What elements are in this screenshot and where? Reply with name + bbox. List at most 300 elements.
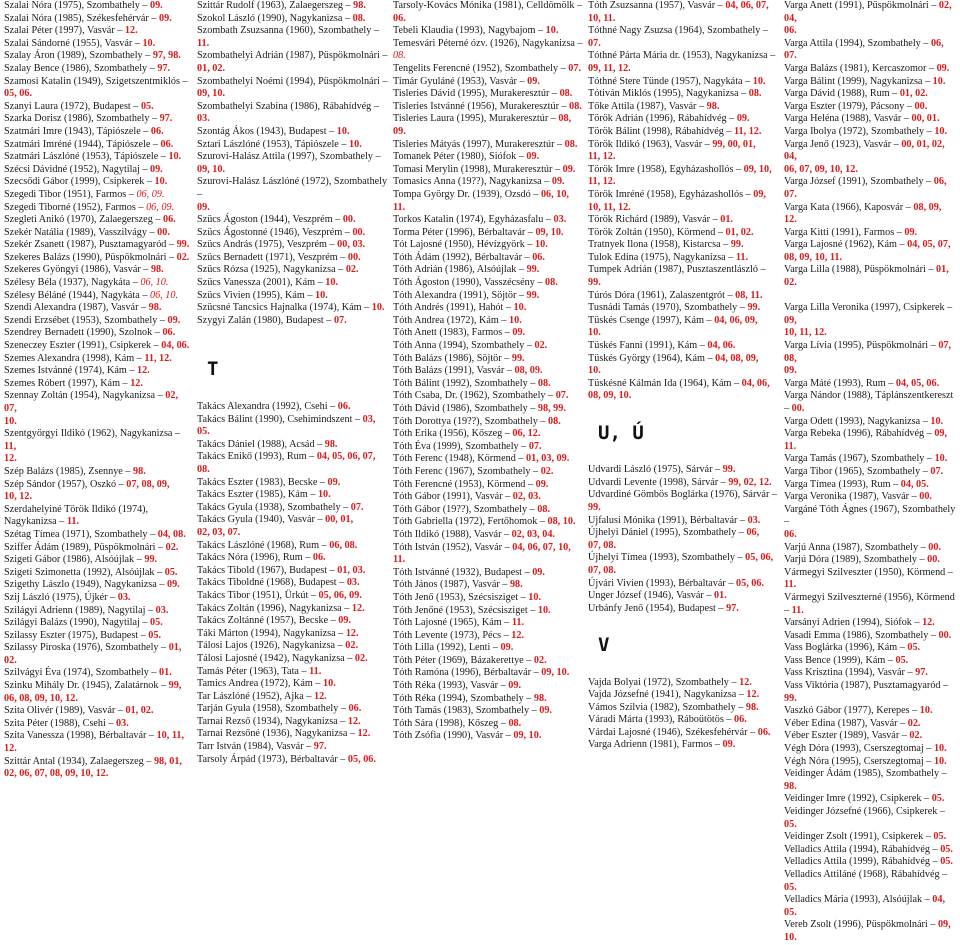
entry-years: 97. [159,113,173,125]
entry-years: 07. [930,465,944,477]
entry-years: 10. [933,755,947,767]
entry-name: Tót Lajosné (1950), Hévízgyörk – [393,239,533,251]
entry-line [4,101,192,114]
entry-years: 04, 05. [784,894,945,918]
entry-name: Tóth Alexandra (1991), Söjtör – [393,289,524,301]
entry-line [393,554,590,567]
entry-line [393,25,590,38]
entry-line [197,502,392,515]
entry-years: 00. [347,251,361,263]
entry-line [4,25,192,38]
entry-line [4,756,192,769]
entry-name: Szygyi Zalán (1980), Budapest – [197,314,332,326]
entry-name: Ujfalusi Mónika (1991), Bérbaltavár – [588,514,746,526]
entry-years: 97, 98. [152,50,181,62]
entry-years: 10. [545,25,559,37]
entry-name: Vass Bence (1999), Kám – [784,654,893,666]
entry-years: 10. [336,125,350,137]
entry-name: Szemes Alexandra (1998), Kám – [4,352,142,364]
entry-name: Varga Balázs (1981), Kercaszomor – [784,62,935,74]
entry-years: 02. [176,251,190,263]
entry-years: 00. [914,100,928,112]
entry-name: Szendi Erzsébet (1953), Szombathely – [4,314,165,326]
entry-years: 09. [551,176,565,188]
entry-line [393,76,590,89]
entry-years: 98. [509,579,523,591]
entry-years: 06. [393,12,406,24]
entry-years: 02. [540,465,554,477]
entry-name: Tisleries Dávid (1995), Murakeresztúr – [393,88,558,100]
entry-name: Nagykanizsa – [4,516,65,528]
entry-name: Török Imréné (1958), Egyházashollós – [588,188,751,200]
entry-years: 04, 06, 07, 10, [512,541,571,553]
entry-name: Váradi Márta (1993), Ráboütötös – [588,714,732,726]
entry-years: 10. [509,314,522,326]
entry-years: 10. [325,277,338,289]
entry-line [784,642,956,655]
entry-line [393,516,590,529]
entry-name: Varga Tibor (1965), Szombathely – [784,465,928,477]
entry-name: Veidinger Józsefné (1966), Csipkerek – [784,806,945,817]
entry-name: Tóth Erika (1956), Kőszeg – [393,428,510,440]
entry-years: 06, 07, 09, 10, 12. [784,163,858,175]
entry-years: 99. [747,302,761,314]
entry-name: Szilvágyi Éva (1974), Szombathely – [4,667,157,679]
entry-name: Torkos Katalin (1974), Egyházasfalu – [393,214,551,226]
entry-line [4,453,192,466]
entry-years: 10, 11, 12. [784,327,827,339]
entry-line [784,164,956,177]
entry-years: 06, [746,527,760,539]
entry-line [4,529,192,542]
entry-name: Szurovi-Halász Attila (1997), Szombathely – [197,151,381,163]
entry-line [393,365,590,378]
entry-name: Szekeres Gyöngyi (1986), Vasvár – [4,264,149,276]
entry-line [4,567,192,580]
spacer [197,388,392,401]
entry-years: 11, 12. [588,151,616,163]
entry-years: 04, 05, 07, [907,239,951,251]
entry-name: Szekeres Balázs (1990), Püspökmolnári – [4,251,175,263]
entry-years: 08. [197,464,210,475]
entry-name: Szalai Nóra (1975), Szombathely – [4,0,148,11]
spacer [588,664,780,677]
entry-name: Takács Tibor (1951), Ürkút – [197,589,316,601]
entry-years: 04, 06, 07, [725,0,769,11]
entry-name: Tóth Anett (1983), Farmos – [393,327,510,339]
entry-name: Tisleries Laura (1995), Murakeresztúr – [393,113,556,125]
entry-line [197,716,392,729]
entry-years: 99. [526,264,540,276]
entry-line [393,50,590,63]
entry-line [197,290,392,303]
entry-line [784,25,956,38]
entry-line [588,176,780,189]
entry-years: 05. [148,629,162,641]
entry-line [393,453,590,466]
entry-name: Takács Gyula (1938), Szombathely – [197,501,349,513]
entry-years: 02, 03, 07. [197,526,241,538]
entry-name: Tisleries Mátyás (1997), Murakeresztúr – [393,138,563,150]
entry-years: 99. [784,692,797,704]
entry-years: 12. [4,743,17,755]
entry-line [197,439,392,452]
entry-name: Takács Enikő (1993), Rum – [197,451,315,463]
entry-name: Szegedi Tibor (1951), Farmos – [4,188,134,200]
entry-line [4,239,192,252]
entry-line [588,515,780,528]
entry-years: 05. [197,426,210,438]
entry-line [4,378,192,391]
entry-name: Szokol László (1990), Nagykanizsa – [197,12,351,24]
entry-years: 09. [784,365,797,377]
entry-line [4,290,192,303]
entry-line [784,680,956,705]
entry-line [588,151,780,164]
entry-name: Varga Tamás (1967), Szombathely – [784,453,933,465]
entry-name: Szombathelyi Noémi (1994), Püspökmolnári – [197,75,388,87]
entry-years: 08. [508,717,522,729]
entry-name: Szélesy Béla (1937), Nagykáta – [4,277,138,289]
entry-name: Velladics Mária (1993), Alsóújlak – [784,894,930,906]
entry-name: Udvardi László (1975), Sárvár – [588,464,721,476]
entry-years: 05, 06, [745,552,774,564]
entry-line [393,214,590,227]
entry-line [784,101,956,114]
entry-years: 07. [588,37,601,49]
entry-name: Tomasics Anna (19??), Nagykanizsa – [393,176,550,188]
entry-line [588,139,780,152]
entry-years: 00. [927,554,940,566]
entry-line [588,489,780,502]
entry-name: Vargáné Tóth Ágnes (1967), Szombathely – [784,503,956,528]
entry-line [588,677,780,690]
entry-years: 98. [133,465,146,477]
entry-years: 10. [349,138,362,150]
entry-line [588,227,780,240]
entry-years: 06, 10, [540,188,569,200]
entry-name: Unger József (1946), Vasvár – [588,590,712,602]
entry-name: Takács Zoltán (1996), Nagykanizsa – [197,602,350,614]
entry-name: Újhelyi Dániel (1995), Szombathely – [588,527,744,539]
entry-years: 08. [393,50,406,62]
entry-years: 06. [348,703,362,715]
entry-name: Szücs Vanessza (2001), Kám – [197,277,323,289]
entry-years: 11. [735,251,749,263]
entry-line [393,630,590,643]
entry-line [197,477,392,490]
column-4 [588,0,780,752]
entry-name: Tóth Levente (1973), Pécs – [393,629,509,641]
entry-name: Tóth Gábor (19??), Szombathely – [393,503,535,515]
entry-line [4,630,192,643]
entry-line [784,529,956,542]
entry-years: 03. [747,514,761,526]
entry-line [588,353,780,366]
entry-name: Vámos Szilvia (1982), Szombathely – [588,701,744,713]
entry-name: Vajda Bolyai (1972), Szombathely – [588,676,737,688]
entry-years: 05. [907,642,921,654]
entry-years: 97. [726,602,739,614]
entry-years: 08, 09, 10, 11. [784,251,843,263]
entry-name: Velladics Attila (1999), Rábahídvég – [784,856,938,868]
entry-line [4,655,192,668]
entry-line [393,428,590,441]
entry-name: Szennay Zoltán (1954), Nagykanizsa – [4,390,163,402]
entry-name: Udvardiné Gömbös Boglárka (1976), Sárvár – [588,489,777,501]
entry-years: 05, 06. [4,88,33,100]
entry-years: 12. [130,377,143,389]
entry-line [588,13,780,26]
entry-name: Szigethy Lászlo (1949), Nagykanizsa – [4,579,165,591]
entry-years: 08. [564,138,578,150]
entry-name: Torma Péter (1996), Bérbaltavár – [393,226,533,238]
entry-years: 03. [117,591,131,603]
entry-name: Szemes Istvánné (1974), Kám – [4,365,135,377]
entry-line [197,277,392,290]
entry-name: Urbánfy Jenő (1954), Budapest – [588,602,724,614]
entry-line [588,164,780,177]
entry-line [588,552,780,565]
entry-line [4,38,192,51]
entry-name: Tisleries Istvánné (1956), Murakeresztúr – [393,100,567,112]
entry-name: Takács Nóra (1996), Rum – [197,552,311,564]
entry-name: Tüskés Fanni (1991), Kám – [588,340,705,352]
entry-years: 09. [526,151,540,163]
entry-line [393,227,590,240]
entry-line [784,869,956,894]
entry-line [197,653,392,666]
entry-line [4,327,192,340]
entry-line [393,189,590,202]
entry-years: 03. [553,214,567,226]
entry-line [197,113,392,126]
entry-line [393,466,590,479]
entry-years: 11, [4,440,17,452]
entry-years: 12. [345,627,359,639]
entry-years: 09, 11, 12. [588,62,631,74]
entry-years: 05. [933,831,947,843]
entry-line [197,414,392,427]
entry-years: 01, 02. [784,264,949,289]
entry-years: 12. [922,617,935,629]
entry-line [4,88,192,101]
entry-years: 99. [144,554,158,566]
entry-line [393,579,590,592]
entry-line [784,617,956,630]
entry-line [197,25,392,38]
entry-years: 01, 02. [725,226,754,238]
entry-line [4,705,192,718]
entry-line [393,290,590,303]
entry-line [4,642,192,655]
entry-line [4,176,192,189]
entry-name: Szanyi Laura (1972), Budapest – [4,100,139,112]
entry-line [784,504,956,529]
entry-line [588,88,780,101]
entry-years: 10. [932,75,946,87]
entry-years: 03. [155,604,169,616]
entry-years: 10. [919,705,933,717]
entry-line [588,340,780,353]
entry-line [197,640,392,653]
entry-name: Varga Tímea (1993), Rum – [784,478,899,490]
entry-years: 01, [168,642,182,654]
entry-name: Szegleti Anikó (1970), Zalaegerszeg – [4,214,161,226]
entry-line [588,189,780,202]
entry-name: Szigeti Gábor (1986), Alsóújlak – [4,554,142,566]
entry-line [393,655,590,668]
entry-years: 01. [720,214,733,226]
entry-years: 99. [588,501,601,513]
entry-line [784,302,956,327]
entry-name: Varga Nándor (1988), Táplánszentkereszt – [784,390,954,414]
entry-line [784,806,956,831]
entry-name: Szatmári Imréné (1944), Tápiószele – [4,138,158,150]
entry-name: Szerdahelyiné Török Ildikó (1974), [4,503,149,515]
entry-name: Tulok Edina (1975), Nagykanizsa – [588,251,734,263]
entry-line [4,592,192,605]
entry-years: 04, 06. [161,340,190,352]
entry-years: 05. [164,566,178,578]
entry-line [197,0,392,13]
entry-line [784,63,956,76]
entry-line [393,592,590,605]
entry-line [588,25,780,38]
entry-name: Török Ildikó (1963), Vasvár – [588,138,710,150]
spacer [588,403,780,416]
entry-years: 03. [346,577,360,589]
entry-line [784,416,956,429]
entry-line [197,728,392,741]
entry-name: Varga Jenő (1923), Vasvár – [784,138,899,150]
entry-line [393,277,590,290]
entry-line [197,603,392,616]
entry-years: 08, 11. [735,289,763,301]
entry-line [393,479,590,492]
entry-years: 98. [706,100,720,112]
entry-name: Újhelyi Tímea (1993), Szombathely – [588,552,743,564]
entry-years: 10. [588,327,601,339]
entry-line [393,264,590,277]
entry-years: 08. [537,377,551,389]
entry-line [393,353,590,366]
entry-line [4,264,192,277]
entry-line [4,416,192,429]
entry-name: Tarsoly-Kovács Mónika (1981), Celldömölk – [393,0,583,11]
entry-years: 02, 03. [512,491,541,503]
entry-years: 00. [342,214,356,226]
entry-line [197,703,392,716]
entry-name: Tóth Ramóna (1996), Bérbaltavár – [393,667,539,679]
entry-line [393,38,590,51]
entry-line [588,0,780,13]
entry-name: Szombathelyi Szabina (1986), Rábahídvég – [197,100,379,112]
entry-line [393,441,590,454]
entry-years: 09. [500,642,514,654]
entry-line [4,353,192,366]
entry-line [784,76,956,89]
entry-line [4,76,192,89]
entry-years: 12. [313,690,327,702]
entry-name: Vereb Zsolt (1996), Püspökmolnári – [784,919,936,931]
entry-line [784,88,956,101]
entry-years: 07, 08, 09, [126,478,170,490]
entry-name: Tóth Jenőné (1953), Szécsisziget – [393,604,536,616]
entry-years: 05. [784,818,797,830]
entry-name: Tóth Ferenc (1967), Szombathely – [393,465,539,477]
entry-years: 05. [140,100,154,112]
entry-line [393,13,590,26]
entry-years: 05, 06. [347,753,376,765]
entry-years: 06, 08. [329,539,358,551]
entry-line [393,730,590,743]
entry-years: 09. [508,680,521,692]
entry-years: 01, 03. [337,564,366,576]
entry-years: 06, 09. [146,201,175,213]
entry-years: 08. [548,415,561,427]
entry-line [784,856,956,869]
entry-name: Szentgyörgyi Ildikó (1962), Nagykanizsa – [4,428,181,440]
entry-name: Tálosi Lajos (1926), Nagykanizsa – [197,640,343,652]
entry-name: Tóth István (1952), Vasvár – [393,541,510,553]
entry-line [588,502,780,515]
entry-line [588,76,780,89]
entry-name: Tomasi Merylin (1998), Murakeresztúr – [393,163,561,175]
entry-years: 08. [559,88,573,100]
entry-line [588,38,780,51]
entry-name: Tóth Lajosné (1965), Kám – [393,617,510,629]
entry-years: 10. [537,604,551,616]
entry-name: Takács Dániel (1988), Acsád – [197,438,323,450]
entry-line [784,453,956,466]
entry-line [4,605,192,618]
entry-years: 08, 10. [547,516,576,528]
entry-line [588,264,780,289]
entry-line [197,76,392,89]
entry-name: Szalai Péter (1997), Vasvár – [4,25,123,37]
entry-line [784,227,956,240]
entry-line [4,315,192,328]
entry-years: 99, [168,680,182,692]
entry-years: 05, 06. [736,577,765,589]
entry-years: 11. [393,201,406,213]
entry-line [4,151,192,164]
entry-years: 99. [526,289,540,301]
entry-name: Vass Viktória (1987), Pusztamagyaród – [784,680,949,692]
entry-years: 09, 10. [541,667,570,679]
entry-line [197,451,392,464]
entry-name: Tengelits Ferencné (1952), Szombathely – [393,62,566,74]
entry-name: Véber Edina (1987), Vasvár – [784,717,906,729]
entry-line [588,739,780,752]
entry-name: Tóthné Nagy Zsuzsa (1964), Szombathely – [588,25,768,37]
entry-years: 02. [4,654,17,666]
entry-years: 04, 06, 09, [714,314,758,326]
entry-years: 12. [124,25,138,37]
entry-line [197,464,392,477]
entry-name: Tóth Zsuzsanna (1957), Vasvár – [588,0,723,11]
entry-years: 08. [748,88,762,100]
entry-line [4,63,192,76]
entry-line [784,667,956,680]
entry-years: 12. [4,453,17,465]
entry-name: Szép Balázs (1985), Zsennye – [4,465,131,477]
entry-name: Vármegyi Szilveszter (1950), Körmend – [784,566,953,578]
entry-line [784,743,956,756]
entry-years: 00, 03. [337,239,366,251]
entry-name: Varga Ibolya (1972), Szombathely – [784,125,932,137]
